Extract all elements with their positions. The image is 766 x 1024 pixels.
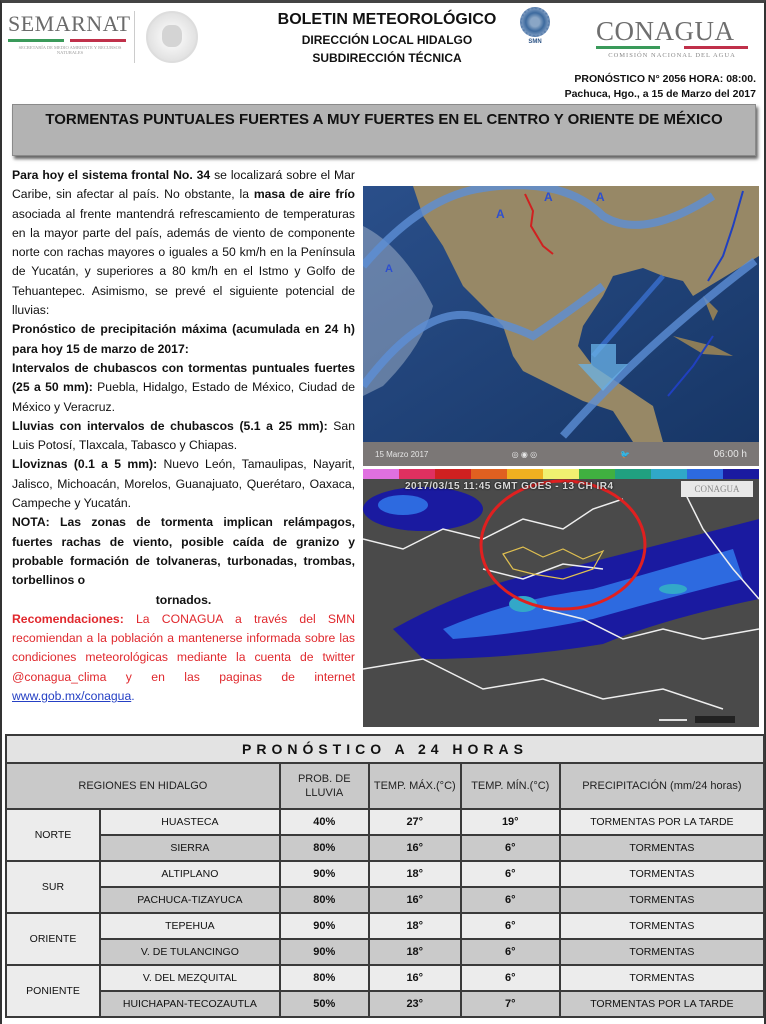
- map-date: 15 Marzo 2017: [375, 449, 429, 459]
- bulletin-title: BOLETIN METEOROLÓGICO: [277, 11, 497, 28]
- prob-rain-cell: 90%: [280, 913, 369, 939]
- temp-max-cell: 16°: [369, 835, 461, 861]
- temp-min-cell: 6°: [461, 887, 560, 913]
- precip-strong-storms: [12, 359, 355, 417]
- temp-min-cell: 6°: [461, 913, 560, 939]
- table-title: PRONÓSTICO A 24 HORAS: [6, 735, 764, 763]
- region-cell: V. DEL MEZQUITAL: [100, 965, 280, 991]
- region-cell: TEPEHUA: [100, 913, 280, 939]
- precip-heading-text: Pronóstico de precipitación máxima (acumulada en 24 h) para hoy 15 de marzo de 2017:: [12, 322, 355, 356]
- zone-cell: ORIENTE: [6, 913, 100, 965]
- map-footer-logos: ◎ ◉ ◎: [511, 449, 538, 459]
- recommendations-title: Recomendaciones:: [12, 611, 124, 626]
- table-row: [6, 835, 764, 861]
- conagua-logo: [596, 17, 748, 59]
- table-row: [6, 861, 764, 887]
- recommendations-text: La CONAGUA a través del SMN recomiendan a la población a mantenerse informada sobre las condiciones meteorológicas mediante la cuenta de twitter @conagua_clima y en las paginas de internet: [12, 611, 355, 684]
- precip-category-states: Puebla, Hidalgo, Estado de México, Ciudad de México y Veracruz.: [12, 380, 356, 414]
- semarnat-subtitle: SECRETARÍA DE MEDIO AMBIENTE Y RECURSOS NATURALES: [18, 45, 122, 55]
- high-pressure-a3: A: [596, 190, 605, 204]
- prob-rain-cell: 80%: [280, 965, 369, 991]
- red-bar: [684, 46, 748, 49]
- legend-label-box: [695, 716, 735, 723]
- cloud-area: [378, 495, 428, 515]
- frontal-system-highlight: Para hoy el sistema frontal No. 34: [12, 168, 211, 182]
- place-date: Pachuca, Hgo., a 15 de Marzo del 2017: [564, 88, 756, 100]
- region-cell: HUICHAPAN-TECOZAUTLA: [100, 991, 280, 1017]
- precipitation-cell: TORMENTAS: [560, 887, 764, 913]
- smn-gear-icon: [520, 7, 550, 37]
- high-pressure-a2: A: [544, 190, 553, 204]
- precipitation-cell: TORMENTAS: [560, 835, 764, 861]
- note-paragraph: [12, 513, 355, 590]
- cloud-convective-cell: [659, 584, 687, 594]
- smn-logo: [517, 7, 553, 49]
- region-cell: V. DE TULANCINGO: [100, 939, 280, 965]
- forecast-info: [565, 72, 756, 102]
- precipitation-cell: TORMENTAS: [560, 939, 764, 965]
- temp-max-cell: 16°: [369, 887, 461, 913]
- satellite-conagua-brand: CONAGUA: [681, 481, 753, 497]
- conagua-website-link[interactable]: www.gob.mx/conagua: [12, 689, 132, 704]
- precipitation-cell: TORMENTAS: [560, 913, 764, 939]
- table-row: [6, 809, 764, 835]
- header-precipitation: PRECIPITACIÓN (mm/24 horas): [560, 763, 764, 809]
- semarnat-color-bars: [8, 39, 132, 42]
- satellite-label: 2017/03/15 11:45 GMT GOES - 13 CH IR4: [405, 481, 614, 492]
- region-cell: HUASTECA: [100, 809, 280, 835]
- goes-satellite-image: [363, 469, 759, 727]
- synoptic-map-graphic: [363, 186, 759, 442]
- green-bar: [596, 46, 660, 49]
- conagua-color-bars: [596, 46, 748, 49]
- forecast-table: [5, 734, 765, 1018]
- table-row: [6, 991, 764, 1017]
- precipitation-cell: TORMENTAS: [560, 965, 764, 991]
- precip-drizzle: [12, 455, 355, 513]
- synoptic-weather-map: [363, 186, 759, 466]
- precip-forecast-heading: [12, 320, 355, 359]
- table-row: [6, 887, 764, 913]
- recommendations-end: .: [131, 689, 135, 704]
- precip-category-states: San Luis Potosí, Tlaxcala, Tabasco y Chiapas.: [12, 418, 355, 453]
- table-row: [6, 913, 764, 939]
- temp-max-cell: 18°: [369, 913, 461, 939]
- conagua-subtitle: COMISIÓN NACIONAL DEL AGUA: [608, 52, 736, 59]
- red-bar: [70, 39, 126, 42]
- precip-category-label: Lloviznas (0.1 a 5 mm):: [12, 457, 158, 472]
- semarnat-logo: [8, 11, 132, 67]
- table-row: [6, 939, 764, 965]
- temp-max-cell: 23°: [369, 991, 461, 1017]
- cold-air-highlight: masa de aire frío: [253, 187, 355, 202]
- temp-max-cell: 18°: [369, 861, 461, 887]
- smn-label: SMN: [528, 39, 542, 45]
- high-pressure-a1: A: [496, 207, 505, 221]
- synopsis-text-1: se localizará sobre el Mar Caribe, sin afectar al país. No obstante, la: [12, 168, 355, 202]
- mexico-seal-icon: [146, 11, 198, 63]
- headline-banner: TORMENTAS PUNTUALES FUERTES A MUY FUERTES EN EL CENTRO Y ORIENTE DE MÉXICO: [12, 104, 756, 156]
- temp-max-cell: 18°: [369, 939, 461, 965]
- twitter-icon: 🐦: [620, 449, 631, 459]
- temp-min-cell: 7°: [461, 991, 560, 1017]
- bulletin-subtitle-technical: SUBDIRECCIÓN TÉCNICA: [312, 51, 462, 65]
- prob-rain-cell: 90%: [280, 939, 369, 965]
- precipitation-cell: TORMENTAS POR LA TARDE: [560, 809, 764, 835]
- table-header-row: [6, 763, 764, 809]
- zone-cell: NORTE: [6, 809, 100, 861]
- header-temp-max: TEMP. MÁX.(°C): [369, 763, 461, 809]
- precipitation-cell: TORMENTAS POR LA TARDE: [560, 991, 764, 1017]
- cloud-band: [393, 519, 759, 659]
- map-footer: [363, 442, 759, 466]
- temp-max-cell: 27°: [369, 809, 461, 835]
- temp-max-cell: 16°: [369, 965, 461, 991]
- precip-category-states: Nuevo León, Tamaulipas, Nayarit, Jalisco, Michoacán, Morelos, Guanajuato, Querétaro, Oaxaca, Campeche y Yucatán.: [12, 457, 355, 511]
- note-text: NOTA: Las zonas de tormenta implican relámpagos, fuertes rachas de viento, posible caída de granizo y probable formación de tolvaneras, turbonadas, trombas, torbellinos o: [12, 515, 355, 588]
- temp-min-cell: 6°: [461, 939, 560, 965]
- zone-cell: PONIENTE: [6, 965, 100, 1017]
- conagua-wordmark: CONAGUA: [596, 16, 735, 46]
- satellite-graphic: [363, 469, 759, 727]
- temp-min-cell: 19°: [461, 809, 560, 835]
- zone-cell: SUR: [6, 861, 100, 913]
- recommendations-paragraph: [12, 610, 355, 706]
- semarnat-wordmark: SEMARNAT: [8, 11, 131, 36]
- temp-min-cell: 6°: [461, 965, 560, 991]
- header-prob-rain: PROB. DE LLUVIA: [280, 763, 369, 809]
- temp-min-cell: 6°: [461, 861, 560, 887]
- synopsis-paragraph: [12, 166, 355, 320]
- green-bar: [8, 39, 64, 42]
- logo-divider: [134, 11, 135, 63]
- precipitation-cell: TORMENTAS: [560, 861, 764, 887]
- map-time: 06:00 h: [713, 448, 747, 460]
- forecast-number: PRONÓSTICO N° 2056 HORA: 08:00.: [574, 73, 756, 85]
- prob-rain-cell: 40%: [280, 809, 369, 835]
- prob-rain-cell: 50%: [280, 991, 369, 1017]
- precip-category-label: Lluvias con intervalos de chubascos (5.1 a 25 mm):: [12, 418, 328, 433]
- header-temp-min: TEMP. MÍN.(°C): [461, 763, 560, 809]
- table-row: [6, 965, 764, 991]
- bulletin-body: [12, 166, 355, 706]
- region-cell: SIERRA: [100, 835, 280, 861]
- note-end: [12, 591, 355, 610]
- legend-state-line: [659, 719, 687, 721]
- precip-showers: [12, 417, 355, 456]
- temp-min-cell: 6°: [461, 835, 560, 861]
- synopsis-text-2: asociada al frente mantendrá refrescamiento de temperaturas en la mayor parte del país, además de viento de componente norte con rachas mayores o iguales a 50 km/h en la Península de Yucatán, y superiores a 80 km/h en el Istmo y Golfo de Tehuantepec. Asimismo, se prevé el siguiente potencial de lluvias:: [12, 206, 355, 318]
- region-cell: PACHUCA-TIZAYUCA: [100, 887, 280, 913]
- table-title-row: [6, 735, 764, 763]
- header-regions: REGIONES EN HIDALGO: [6, 763, 280, 809]
- prob-rain-cell: 80%: [280, 887, 369, 913]
- high-pressure-a4: A: [385, 263, 393, 275]
- note-end-text: tornados.: [155, 592, 212, 607]
- precip-category-label: Intervalos de chubascos con tormentas puntuales fuertes (25 a 50 mm):: [12, 360, 355, 395]
- region-cell: ALTIPLANO: [100, 861, 280, 887]
- prob-rain-cell: 80%: [280, 835, 369, 861]
- border-legend: [659, 711, 749, 721]
- prob-rain-cell: 90%: [280, 861, 369, 887]
- bulletin-header: [242, 11, 532, 65]
- bulletin-subtitle-direction: DIRECCIÓN LOCAL HIDALGO: [301, 33, 473, 47]
